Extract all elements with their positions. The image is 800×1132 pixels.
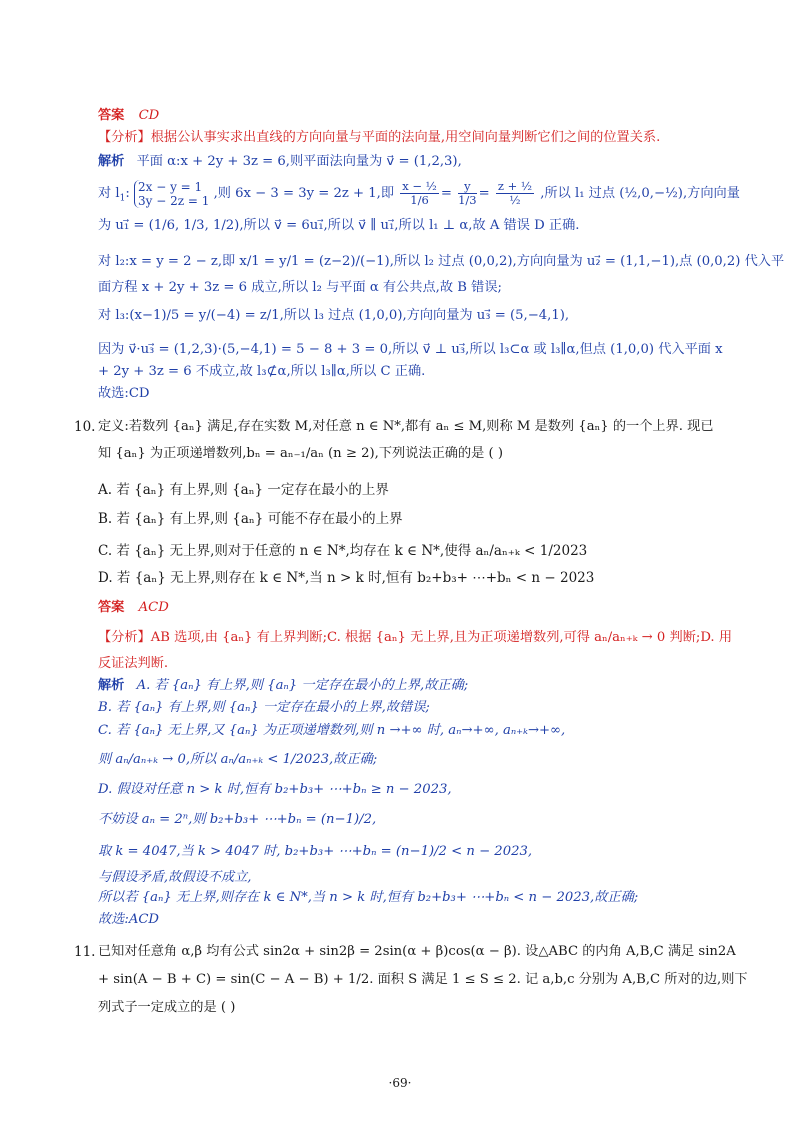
answer-value: ACD: [138, 600, 169, 615]
solution-label: 解析: [98, 154, 125, 169]
q10-option-b: B. 若 {aₙ} 有上界,则 {aₙ} 可能不存在最小的上界: [98, 511, 403, 527]
q10-stem-1: 定义:若数列 {aₙ} 满足,存在实数 M,对任意 n ∈ N*,都有 aₙ ≤ M,则称 M 是数列 {aₙ} 的一个上界. 现已: [98, 419, 714, 434]
q10-solution-line-10: 故选:ACD: [98, 912, 160, 927]
fraction: $\frac{\text{z + ½}}{\text{½}}$: [497, 179, 533, 207]
answer-value: CD: [138, 108, 160, 123]
q9-answer-line: [98, 106, 740, 126]
q10-solution-line-4: 则 aₙ/aₙ₊ₖ → 0,所以 aₙ/aₙ₊ₖ < 1/2023,故正确;: [98, 752, 378, 767]
solution-text: ,方向向量: [682, 186, 740, 201]
answer-label: 答案: [98, 600, 125, 615]
q9-solution-line-9: 故选:CD: [98, 386, 150, 401]
q10-option-d: D. 若 {aₙ} 无上界,则存在 k ∈ N*,当 n > k 时,恒有 b₂+b₃+ ⋯+bₙ < n − 2023: [98, 570, 595, 586]
q9-solution-line-5: 面方程 x + 2y + 3z = 6 成立,所以 l₂ 与平面 α 有公共点,故 B 错误;: [98, 280, 502, 295]
q10-solution-line-3: C. 若 {aₙ} 无上界,又 {aₙ} 为正项递增数列,则 n →+∞ 时, aₙ→+∞, aₙ₊ₖ→+∞,: [98, 723, 566, 738]
page-number: ·69·: [388, 1076, 412, 1090]
q10-answer-line: [98, 598, 740, 618]
q10-option-a: A. 若 {aₙ} 有上界,则 {aₙ} 一定存在最小的上界: [98, 482, 389, 498]
q10-solution-line-6: 不妨设 aₙ = 2ⁿ,则 b₂+b₃+ ⋯+bₙ = (n−1)/2,: [98, 812, 377, 827]
solution-text: 对 l: [98, 186, 120, 201]
q10-stem-2: 知 {aₙ} 为正项递增数列,bₙ = aₙ₋₁/aₙ (n ≥ 2),下列说法正确的是 ( ): [98, 446, 503, 461]
q9-solution-line-4: 对 l₂:x = y = 2 − z,即 x/1 = y/1 = (z−2)/(−1),所以 l₂ 过点 (0,0,2),方向向量为 u₂⃗ = (1,1,−1),点 (0,0,2) 代入平: [98, 254, 785, 269]
solution-text: 平面 α:x + 2y + 3z = 6,则平面法向量为 v⃗ = (1,2,3),: [136, 154, 462, 169]
equation: 3y − 2z = 1: [137, 193, 210, 208]
q11-stem-2: + sin(A − B + C) = sin(C − A − B) + 1/2. 面积 S 满足 1 ≤ S ≤ 2. 记 a,b,c 分别为 A,B,C 所对的边,则下: [98, 972, 748, 987]
equation-system: [134, 180, 209, 208]
fraction: $\frac{y}{1/3}$: [458, 179, 477, 207]
q9-solution-line-3: 为 u₁⃗ = (1/6, 1/3, 1/2),所以 v⃗ = 6u₁⃗,所以 v⃗ ∥ u₁⃗,所以 l₁ ⊥ α,故 A 错误 D 正确.: [98, 218, 580, 233]
solution-text: ,则 6x − 3 = 3y = 2z + 1,即: [213, 186, 395, 201]
q9-solution-line-8: + 2y + 3z = 6 不成立,故 l₃⊄α,所以 l₃∥α,所以 C 正确.: [98, 364, 426, 379]
q10-solution-line-9: 所以若 {aₙ} 无上界,则存在 k ∈ N*,当 n > k 时,恒有 b₂+b₃+ ⋯+bₙ < n − 2023,故正确;: [98, 890, 639, 905]
q10-option-c: C. 若 {aₙ} 无上界,则对于任意的 n ∈ N*,均存在 k ∈ N*,使得 aₙ/aₙ₊ₖ < 1/2023: [98, 543, 588, 559]
q10-analysis-1: 【分析】AB 选项,由 {aₙ} 有上界判断;C. 根据 {aₙ} 无上界,且为正项递增数列,可得 aₙ/aₙ₊ₖ → 0 判断;D. 用: [98, 630, 733, 645]
q11-stem-3: 列式子一定成立的是 ( ): [98, 1000, 236, 1015]
q10-analysis-2: 反证法判断.: [98, 656, 169, 671]
q10-solution-line-5: D. 假设对任意 n > k 时,恒有 b₂+b₃+ ⋯+bₙ ≥ n − 2023,: [98, 782, 452, 797]
q10-solution-line-7: 取 k = 4047,当 k > 4047 时, b₂+b₃+ ⋯+bₙ = (n−1)/2 < n − 2023,: [98, 844, 533, 859]
fraction: $\frac{\text{x − ½}}{1/6}$: [402, 179, 437, 207]
solution-label: 解析: [98, 678, 125, 693]
equation: 2x − y = 1: [137, 179, 203, 194]
q9-solution-line-7: 因为 v⃗·u₃⃗ = (1,2,3)·(5,−4,1) = 5 − 8 + 3 = 0,所以 v⃗ ⊥ u₃⃗,所以 l₃⊂α 或 l₃∥α,但点 (1,0,0) 代入平面 x: [98, 342, 723, 357]
q9-analysis: 【分析】根据公认事实求出直线的方向向量与平面的法向量,用空间向量判断它们之间的位置关系.: [98, 130, 661, 145]
q10-solution-line-2: B. 若 {aₙ} 有上界,则 {aₙ} 一定存在最小的上界,故错误;: [98, 700, 430, 715]
solution-text: A. 若 {aₙ} 有上界,则 {aₙ} 一定存在最小的上界,故正确;: [136, 678, 469, 693]
q9-solution-line-6: 对 l₃:(x−1)/5 = y/(−4) = z/1,所以 l₃ 过点 (1,0,0),方向向量为 u₃⃗ = (5,−4,1),: [98, 308, 570, 323]
answer-label: 答案: [98, 108, 125, 123]
q10-solution-line-1: [98, 676, 740, 696]
q9-solution-line-1: [98, 152, 740, 172]
question-number: 11.: [74, 944, 96, 960]
q10-solution-line-8: 与假设矛盾,故假设不成立,: [98, 870, 252, 885]
q11-stem-1: 已知对任意角 α,β 均有公式 sin2α + sin2β = 2sin(α + β)cos(α − β). 设△ABC 的内角 A,B,C 满足 sin2A: [98, 944, 736, 959]
solution-text: ,所以 l₁ 过点: [540, 186, 616, 201]
q9-solution-line-2: 对 $l_1$: 2x − y = 1 3y − 2z = 1 ,则 6x − 3 = 3y = 2z + 1,即 $\frac{\text{x − ½}}{1/6}$ = $\frac{y}{1/3}$ = $\frac{\text{z + ½}}{\text{½}}$ ,所以 l₁ 过点 (½,0,−½),方向向量: [98, 179, 740, 208]
question-number: 10.: [74, 419, 96, 435]
